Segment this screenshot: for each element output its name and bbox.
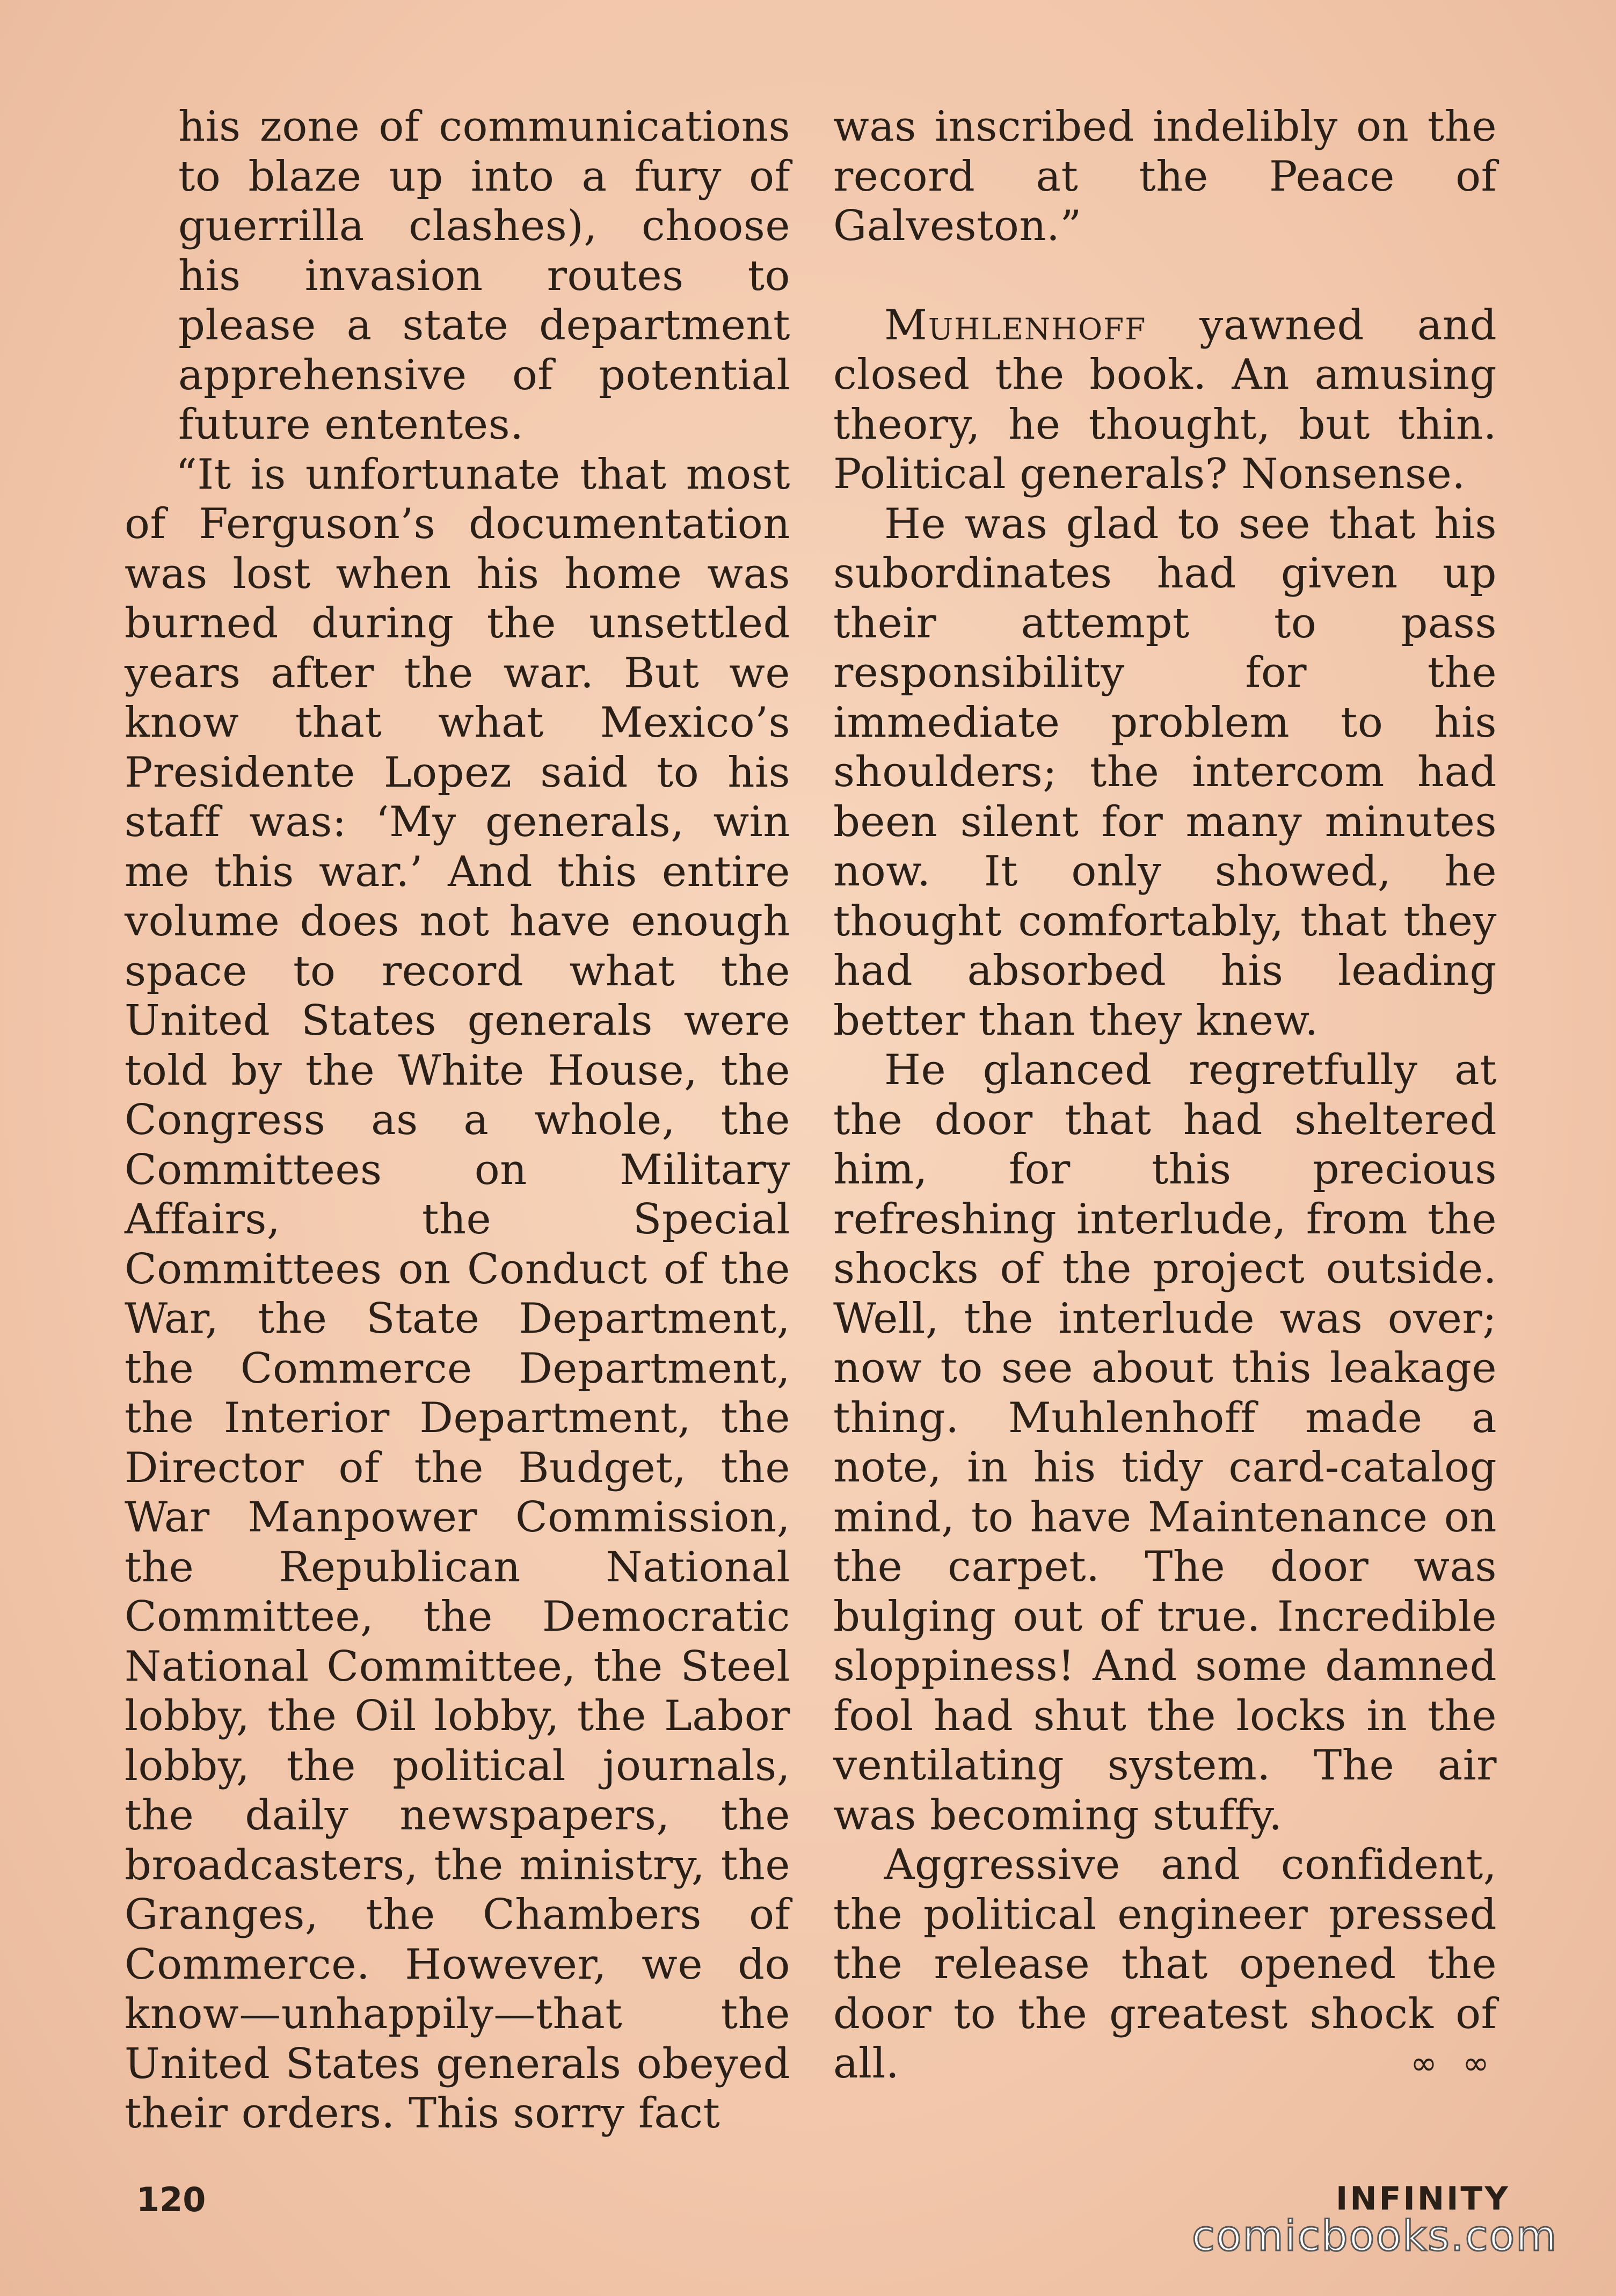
right-paragraph-5 (833, 1840, 1497, 2089)
left-text-column (125, 102, 790, 2139)
page-number: 120 (136, 2180, 206, 2219)
left-paragraph-1: his zone of communications to blaze up into a fury of guerrilla clashes), choose his invasion routes to please a state department apprehensive of potential future ententes. (178, 103, 790, 449)
right-paragraph-1: was inscribed indelibly on the record at the Peace of Galveston.” (833, 103, 1497, 250)
right-paragraph-5-text: Aggressive and confident, the political engineer pressed the release that opened the door to the greatest shock of all. (833, 1841, 1497, 2088)
left-paragraph-2: “It is unfortunate that most of Ferguson’s documentation was lost when his home was burned during the unsettled years after the war. But we know that what Mexico’s Presidente Lopez said to his staff was: ‘My generals, win me this war.’ And this entire volume does not have enough space to record what the United States generals were told by the White House, the Congress as a whole, the Committees on Military Affairs, the Special Committees on Conduct of the War, the State Department, the Commerce Department, the Interior Department, the Director of the Budget, the War Manpower Commission, the Republican National Committee, the Democratic National Committee, the Steel lobby, the Oil lobby, the Labor lobby, the political journals, the daily newspapers, the broadcasters, the ministry, the Granges, the Chambers of Commerce. However, we do know—unhappily—that the United States generals obeyed their orders. This sorry fact (125, 450, 790, 2138)
section-lead-word: Muhlenhoff (884, 301, 1147, 350)
watermark-logo: comicbooks.com (1192, 2212, 1558, 2261)
right-paragraph-4: He glanced regretfully at the door that had sheltered him, for this precious refreshing interlude, from the shocks of the project outside. Well, the interlude was over; now to see about this leakage thing. Muhlenhoff made a note, in his tidy card-catalog mind, to have Maintenance on the carpet. The door was bulging out of true. Incredible sloppiness! And some damned fool had shut the locks in the ventilating system. The air was becoming stuffy. (833, 1046, 1497, 1840)
story-end-mark: ∞ ∞ (1410, 2045, 1497, 2082)
right-text-column (833, 102, 1497, 2089)
right-paragraph-3: He was glad to see that his subordinates had given up their attempt to pass responsibility for the immediate problem to his shoulders; the intercom had been silent for many minutes now. It only showed, he thought comfortably, that they had absorbed his leading better than they knew. (833, 499, 1497, 1045)
right-paragraph-2-text: yawned and closed the book. An amusing theory, he thought, but thin. Political generals? Nonsense. (833, 301, 1497, 498)
right-paragraph-2 (833, 301, 1497, 499)
magazine-title: INFINITY (1336, 2180, 1510, 2218)
